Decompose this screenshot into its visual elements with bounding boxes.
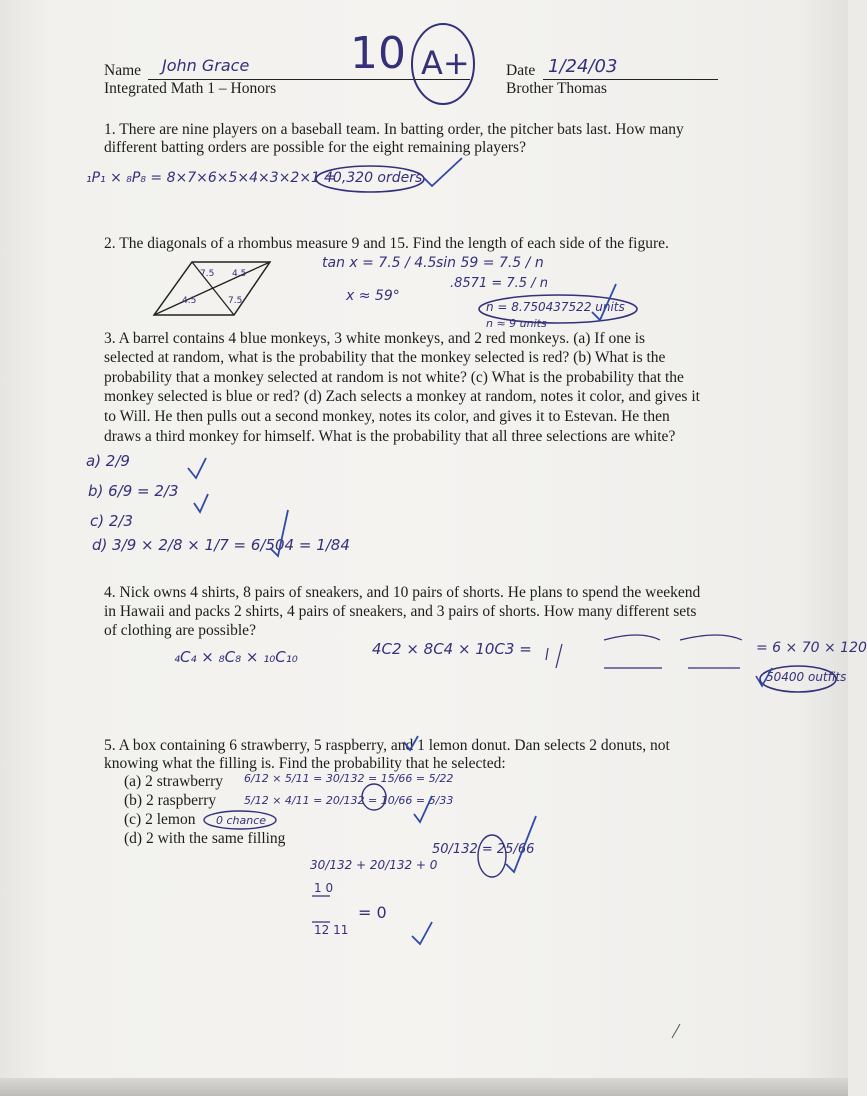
q5-work-c: 0 chance: [216, 814, 267, 827]
svg-text:= 0: = 0: [358, 903, 387, 922]
q3-line-4: monkey selected is blue or red? (d) Zach selects a monkey at random, notes it color, and gives it: [104, 388, 700, 405]
q1-line-2: different batting orders are possible for the eight remaining players?: [104, 139, 526, 156]
q4-line-1: 4. Nick owns 4 shirts, 8 pairs of sneakers, and 10 pairs of shorts. He plans to spend the weekend: [104, 584, 701, 601]
q2-rounded: n ≈ 9 units: [486, 317, 547, 330]
q5-work-d-sum: 30/132 + 20/132 + 0: [310, 858, 438, 872]
svg-text:7.5: 7.5: [200, 269, 215, 279]
q4-work: 4C2 × 8C4 × 10C3 =: [372, 640, 532, 658]
svg-text:12 11: 12 11: [314, 923, 349, 937]
q2-sin-value: .8571 = 7.5 / n: [450, 276, 548, 291]
score-mark: 10: [350, 28, 406, 79]
q5-part-d: (d) 2 with the same filling: [124, 830, 286, 847]
q5-work-b: 5/12 × 4/11 = 20/132 = 10/66 = 5/33: [244, 794, 454, 807]
q4-line-3: of clothing are possible?: [104, 622, 256, 639]
q3-line-2: selected at random, what is the probability that the monkey selected is red? (b) What is the: [104, 349, 666, 366]
q1-work-product: ₁P₁ × ₈P₈ = 8×7×6×5×4×3×2×1 =: [86, 170, 337, 186]
grade-mark: A+: [421, 44, 470, 82]
q3-line-1: 3. A barrel contains 4 blue monkeys, 3 white monkeys, and 2 red monkeys. (a) If one is: [104, 330, 646, 347]
q3-line-5: to Will. He then pulls out a second monkey, notes its color, and gives it to Estevan. He then: [104, 408, 670, 425]
q2-answer: n = 8.750437522 units: [486, 300, 625, 314]
course-title: Integrated Math 1 – Honors: [104, 80, 277, 97]
q4-line-2: in Hawaii and packs 2 shirts, 4 pairs of sneakers, and 3 pairs of shorts. How many different sets: [104, 603, 697, 620]
q5-part-c: (c) 2 lemon: [124, 811, 196, 828]
q4-product: = 6 × 70 × 120: [756, 640, 867, 656]
q2-line-1: 2. The diagonals of a rhombus measure 9 and 15. Find the length of each side of the figure.: [104, 235, 669, 252]
svg-text:1 0: 1 0: [314, 881, 334, 895]
student-name: John Grace: [162, 56, 250, 75]
svg-text:4.5: 4.5: [232, 269, 247, 279]
q4-scratch: ₄C₄ × ₈C₈ × ₁₀C₁₀: [174, 648, 298, 666]
q2-sin-work: sin 59 = 7.5 / n: [436, 255, 544, 271]
teacher-name: Brother Thomas: [506, 80, 607, 97]
page-bottom-edge: [0, 1078, 848, 1096]
q5-part-b: (b) 2 raspberry: [124, 792, 217, 809]
q2-angle: x ≈ 59°: [346, 288, 400, 304]
q3-line-6: draws a third monkey for himself. What is the probability that all three selections are white?: [104, 428, 676, 445]
q5-part-a: (a) 2 strawberry: [124, 773, 223, 790]
q3-line-3: probability that a monkey selected at random is not white? (c) What is the probability that the: [104, 369, 684, 386]
q4-answer: 50400 outfits: [766, 670, 847, 684]
q3-answer-b: b) 6/9 = 2/3: [88, 482, 179, 500]
svg-text:7.5: 7.5: [228, 296, 243, 306]
date-value: 1/24/03: [548, 56, 618, 77]
q5-answer-d: 50/132 = 25/66: [432, 842, 535, 857]
q2-tan-work: tan x = 7.5 / 4.5: [322, 255, 437, 271]
q1-answer: 40,320 orders: [324, 170, 423, 186]
q3-answer-c: c) 2/3: [90, 512, 134, 530]
q5-work-a: 6/12 × 5/11 = 30/132 = 15/66 = 5/22: [244, 772, 454, 785]
q1-line-1: 1. There are nine players on a baseball team. In batting order, the pitcher bats last. How many: [104, 121, 684, 138]
q5-line-1: 5. A box containing 6 strawberry, 5 raspberry, and 1 lemon donut. Dan selects 2 donuts, not: [104, 737, 670, 754]
q3-answer-a: a) 2/9: [86, 452, 130, 470]
date-label: Date: [506, 62, 536, 79]
q5-line-2: knowing what the filling is. Find the probability that he selected:: [104, 755, 506, 772]
q3-answer-d: d) 3/9 × 2/8 × 1/7 = 6/504 = 1/84: [92, 536, 350, 554]
svg-text:4.5: 4.5: [182, 296, 197, 306]
name-label: Name: [104, 62, 142, 79]
